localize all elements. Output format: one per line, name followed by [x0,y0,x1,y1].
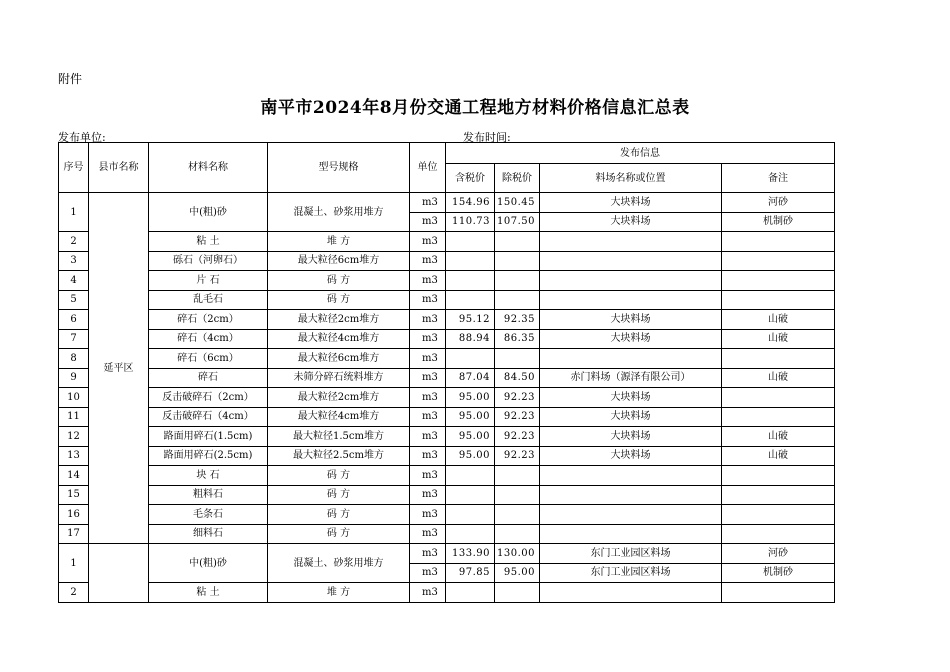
cell-price-with-tax: 95.00 [446,446,495,466]
cell-spec: 码 方 [268,271,410,291]
cell-unit: m3 [410,290,446,310]
table-row [59,505,835,525]
cell-material: 中(粗)砂 [149,193,268,232]
cell-material: 碎石（6cm） [149,349,268,369]
cell-seq: 1 [59,544,89,583]
cell-price-without-tax: 92.23 [495,446,540,466]
cell-seq: 2 [59,232,89,252]
cell-unit: m3 [410,232,446,252]
cell-seq: 10 [59,388,89,408]
cell-site: 大块料场 [540,427,722,447]
cell-price-with-tax [446,583,495,603]
cell-spec: 最大粒径2cm堆方 [268,388,410,408]
cell-price-without-tax [495,583,540,603]
cell-price-with-tax [446,485,495,505]
cell-price-without-tax: 150.45 [495,193,540,213]
header-material: 材料名称 [149,143,268,193]
cell-price-with-tax: 87.04 [446,368,495,388]
table-row [59,251,835,271]
cell-spec: 码 方 [268,505,410,525]
cell-price-with-tax [446,505,495,525]
table-row [59,349,835,369]
cell-price-with-tax [446,349,495,369]
cell-material: 路面用碎石(1.5cm) [149,427,268,447]
cell-seq: 5 [59,290,89,310]
cell-material: 毛条石 [149,505,268,525]
cell-site [540,251,722,271]
cell-price-without-tax: 107.50 [495,212,540,232]
cell-price-without-tax [495,349,540,369]
cell-price-with-tax [446,232,495,252]
cell-remark [722,290,835,310]
cell-spec: 混凝土、砂浆用堆方 [268,544,410,583]
cell-remark: 河砂 [722,193,835,213]
cell-site: 大块料场 [540,407,722,427]
cell-seq: 12 [59,427,89,447]
cell-seq: 2 [59,583,89,603]
cell-county: 延平区 [89,193,149,544]
cell-price-without-tax: 92.23 [495,407,540,427]
cell-site [540,466,722,486]
cell-price-with-tax: 95.00 [446,427,495,447]
cell-material: 粗料石 [149,485,268,505]
cell-spec: 码 方 [268,290,410,310]
cell-price-with-tax [446,466,495,486]
cell-material: 中(粗)砂 [149,544,268,583]
cell-seq: 16 [59,505,89,525]
cell-spec: 最大粒径2cm堆方 [268,310,410,330]
cell-remark [722,583,835,603]
cell-spec: 堆 方 [268,232,410,252]
cell-site: 东门工业园区料场 [540,544,722,564]
cell-spec: 码 方 [268,524,410,544]
cell-unit: m3 [410,388,446,408]
cell-remark: 河砂 [722,544,835,564]
cell-seq: 3 [59,251,89,271]
cell-material: 碎石（4cm） [149,329,268,349]
cell-remark [722,349,835,369]
cell-spec: 码 方 [268,485,410,505]
cell-seq: 9 [59,368,89,388]
cell-site: 大块料场 [540,388,722,408]
cell-spec: 码 方 [268,466,410,486]
cell-seq: 8 [59,349,89,369]
cell-seq: 13 [59,446,89,466]
header-unit: 单位 [410,143,446,193]
cell-unit: m3 [410,563,446,583]
cell-spec: 最大粒径2.5cm堆方 [268,446,410,466]
table-row [59,427,835,447]
table-row [59,368,835,388]
cell-price-with-tax [446,271,495,291]
table-row [59,485,835,505]
cell-price-with-tax: 95.00 [446,407,495,427]
cell-unit: m3 [410,349,446,369]
cell-seq: 11 [59,407,89,427]
cell-price-without-tax: 95.00 [495,563,540,583]
cell-price-without-tax: 92.35 [495,310,540,330]
cell-site: 大块料场 [540,310,722,330]
cell-remark [722,251,835,271]
header-spec: 型号规格 [268,143,410,193]
cell-material: 砾石（河卵石） [149,251,268,271]
cell-remark [722,485,835,505]
cell-seq: 15 [59,485,89,505]
cell-material: 反击破碎石（2cm） [149,388,268,408]
table-row [59,271,835,291]
cell-spec: 最大粒径6cm堆方 [268,251,410,271]
cell-county [89,544,149,603]
cell-remark: 山破 [722,427,835,447]
cell-unit: m3 [410,368,446,388]
cell-price-with-tax: 95.00 [446,388,495,408]
cell-remark [722,466,835,486]
cell-site [540,232,722,252]
cell-seq: 6 [59,310,89,330]
cell-site [540,271,722,291]
cell-seq: 17 [59,524,89,544]
cell-site: 大块料场 [540,446,722,466]
cell-price-with-tax: 88.94 [446,329,495,349]
cell-material: 反击破碎石（4cm） [149,407,268,427]
cell-site: 大块料场 [540,212,722,232]
header-county: 县市名称 [89,143,149,193]
cell-unit: m3 [410,407,446,427]
cell-price-without-tax: 130.00 [495,544,540,564]
cell-remark [722,505,835,525]
cell-site [540,290,722,310]
cell-site: 东门工业园区料场 [540,563,722,583]
cell-material: 粘 土 [149,232,268,252]
cell-price-without-tax [495,505,540,525]
table-row [59,232,835,252]
cell-price-with-tax: 133.90 [446,544,495,564]
cell-spec: 最大粒径4cm堆方 [268,407,410,427]
cell-price-without-tax: 92.23 [495,427,540,447]
cell-remark [722,271,835,291]
cell-price-without-tax [495,271,540,291]
cell-unit: m3 [410,329,446,349]
cell-spec: 最大粒径4cm堆方 [268,329,410,349]
cell-seq: 4 [59,271,89,291]
table-row [59,388,835,408]
cell-unit: m3 [410,524,446,544]
cell-price-with-tax: 95.12 [446,310,495,330]
cell-spec: 堆 方 [268,583,410,603]
cell-unit: m3 [410,193,446,213]
header-seq: 序号 [59,143,89,193]
cell-remark [722,232,835,252]
cell-unit: m3 [410,485,446,505]
cell-remark: 山破 [722,310,835,330]
cell-price-without-tax [495,290,540,310]
cell-remark [722,407,835,427]
cell-unit: m3 [410,505,446,525]
cell-price-without-tax: 84.50 [495,368,540,388]
cell-material: 块 石 [149,466,268,486]
cell-remark: 山破 [722,368,835,388]
cell-unit: m3 [410,271,446,291]
cell-site: 大块料场 [540,329,722,349]
cell-price-without-tax [495,485,540,505]
table-row [59,446,835,466]
cell-site [540,583,722,603]
cell-price-with-tax: 110.73 [446,212,495,232]
publish-unit-label: 发布单位: [58,131,106,144]
header-price-with-tax: 含税价 [446,164,495,193]
cell-price-with-tax: 154.96 [446,193,495,213]
price-table [58,142,835,603]
cell-material: 碎石 [149,368,268,388]
table-row [59,329,835,349]
cell-material: 路面用碎石(2.5cm) [149,446,268,466]
cell-site: 大块料场 [540,193,722,213]
cell-price-without-tax [495,524,540,544]
cell-price-with-tax [446,290,495,310]
header-price-without-tax: 除税价 [495,164,540,193]
table-row [59,583,835,603]
table-row [59,310,835,330]
cell-price-without-tax: 92.23 [495,388,540,408]
table-row [59,544,835,564]
header-remark: 备注 [722,164,835,193]
cell-spec: 混凝土、砂浆用堆方 [268,193,410,232]
table-row [59,193,835,213]
cell-remark: 机制砂 [722,563,835,583]
cell-seq: 14 [59,466,89,486]
table-row [59,466,835,486]
table-row [59,524,835,544]
cell-price-with-tax [446,524,495,544]
cell-seq: 1 [59,193,89,232]
cell-site [540,524,722,544]
cell-unit: m3 [410,251,446,271]
cell-site: 赤门料场（源泽有限公司） [540,368,722,388]
cell-unit: m3 [410,466,446,486]
attachment-label: 附件 [58,72,83,86]
cell-site [540,505,722,525]
cell-price-without-tax [495,232,540,252]
header-publish-info: 发布信息 [446,143,835,164]
table-row [59,407,835,427]
cell-unit: m3 [410,427,446,447]
table-row [59,290,835,310]
cell-spec: 最大粒径1.5cm堆方 [268,427,410,447]
cell-remark: 山破 [722,329,835,349]
cell-unit: m3 [410,583,446,603]
cell-unit: m3 [410,544,446,564]
cell-site [540,349,722,369]
page-title: 南平市2024年8月份交通工程地方材料价格信息汇总表 [260,98,690,118]
cell-material: 乱毛石 [149,290,268,310]
cell-material: 细料石 [149,524,268,544]
cell-remark: 山破 [722,446,835,466]
cell-price-with-tax [446,251,495,271]
cell-price-with-tax: 97.85 [446,563,495,583]
cell-site [540,485,722,505]
cell-price-without-tax [495,466,540,486]
cell-unit: m3 [410,212,446,232]
cell-seq: 7 [59,329,89,349]
cell-unit: m3 [410,310,446,330]
cell-spec: 未筛分碎石统料堆方 [268,368,410,388]
cell-material: 粘 土 [149,583,268,603]
cell-remark: 机制砂 [722,212,835,232]
header-site: 料场名称或位置 [540,164,722,193]
cell-remark [722,388,835,408]
cell-material: 碎石（2cm） [149,310,268,330]
cell-price-without-tax [495,251,540,271]
cell-unit: m3 [410,446,446,466]
cell-spec: 最大粒径6cm堆方 [268,349,410,369]
cell-remark [722,524,835,544]
cell-price-without-tax: 86.35 [495,329,540,349]
cell-material: 片 石 [149,271,268,291]
publish-time-label: 发布时间: [463,131,511,144]
